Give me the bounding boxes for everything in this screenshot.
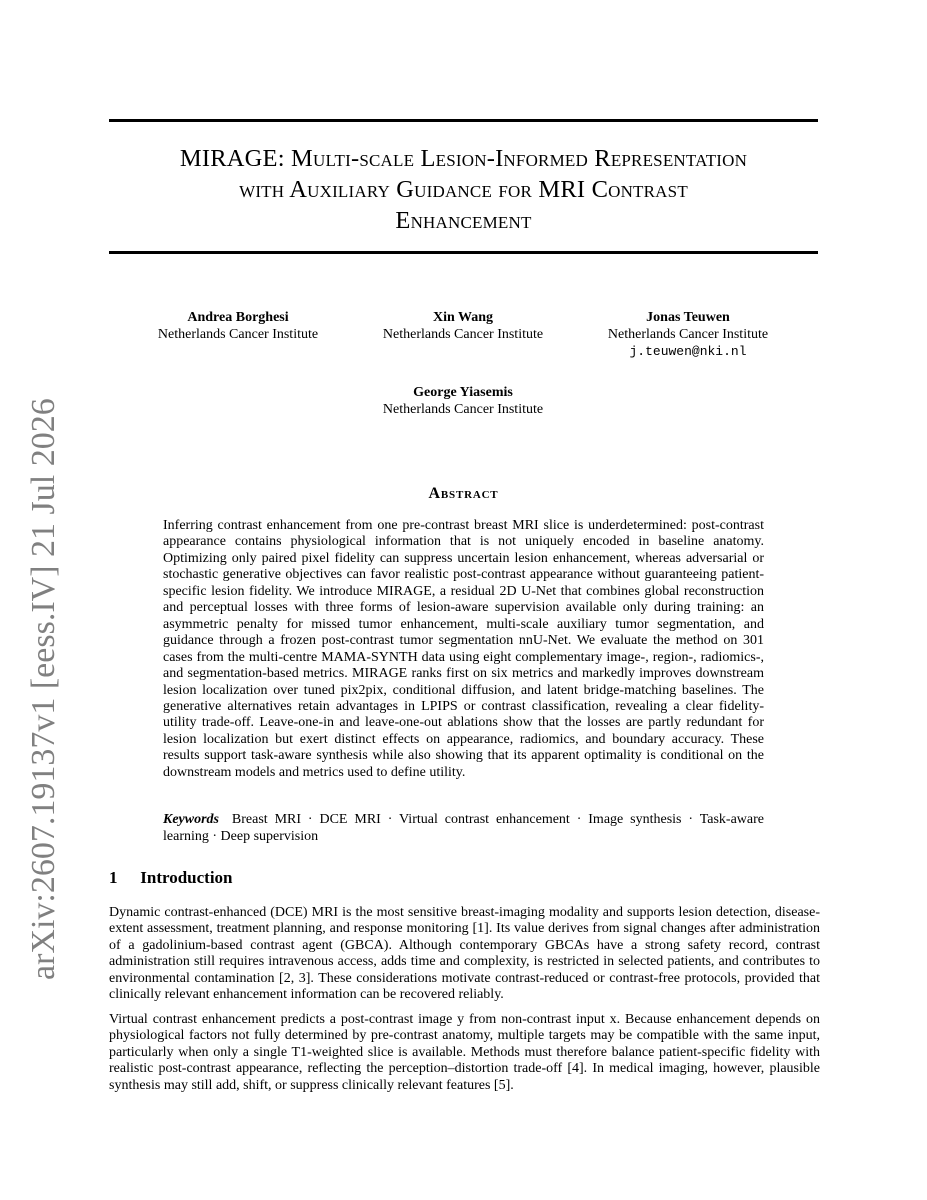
keywords <box>163 811 764 845</box>
title-line-2: with Auxiliary Guidance for MRI Contrast <box>239 176 688 203</box>
abstract-heading: Abstract <box>428 485 499 502</box>
paper-title <box>109 143 818 236</box>
author-email[interactable]: j.teuwen@nki.nl <box>629 344 747 359</box>
author-block <box>118 309 358 343</box>
author-block <box>343 309 583 343</box>
section-number: 1 <box>109 868 118 887</box>
section-title: Introduction <box>140 868 233 887</box>
body-paragraph: Virtual contrast enhancement predicts a post-contrast image y from non-contrast input x. Because enhancement depends on physiological factors not fully determined by pre-contrast anatomy, multiple targets may be compatible with the same input, particularly when only a single T1-weighted slice is available. Methods must therefore balance patient-specific fidelity with realistic post-contrast appearance, reflecting the perception–distortion trade-off [4]. In medical imaging, however, plausible synthesis may still add, shift, or suppress clinically relevant features [5]. <box>109 1012 820 1093</box>
author-name: Jonas Teuwen <box>646 310 730 325</box>
author-name: Xin Wang <box>432 310 494 325</box>
author-affiliation: Netherlands Cancer Institute <box>382 327 544 342</box>
author-name: George Yiasemis <box>413 385 513 400</box>
title-line-3: Enhancement <box>395 207 532 234</box>
author-block <box>568 309 808 360</box>
keywords-label: Keywords <box>163 812 219 827</box>
abstract-text: Inferring contrast enhancement from one pre-contrast breast MRI slice is underdetermined: post-contrast appearance contains physiological information that is not uniquely encoded in baseline anatomy. Optimizing only paired pixel fidelity can suppress uncertain lesion enhancement, whereas adversarial or stochastic generative objectives can favor realistic post-contrast appearance without guaranteeing patient-specific lesion fidelity. We introduce MIRAGE, a residual 2D U-Net that combines global reconstruction and perceptual losses with three forms of lesion-aware supervision available only during training: an asymmetric penalty for missed tumor enhancement, multi-scale auxiliary tumor segmentation, and guidance through a frozen post-contrast tumor segmentation nnU-Net. We evaluate the method on 301 cases from the multi-centre MAMA-SYNTH data using eight complementary image-, region-, radiomics-, and segmentation-based metrics. MIRAGE ranks first on six metrics and markedly improves downstream lesion localization over tuned pix2pix, conditional diffusion, and latent bridge-matching baselines. The generative alternatives retain advantages in LPIPS or contrast classification, revealing a clear fidelity-utility trade-off. Leave-one-in and leave-one-out ablations show that the losses are partly redundant for lesion localization but exert distinct effects on appearance, radiomics, and boundary accuracy. These results support task-aware synthesis while also showing that its apparent optimality is conditional on the downstream models and metrics used to define utility. <box>163 518 764 780</box>
author-affiliation: Netherlands Cancer Institute <box>157 327 319 342</box>
title-rule-bottom <box>109 251 818 254</box>
title-rule-top <box>109 119 818 122</box>
author-block <box>343 384 583 418</box>
keywords-text: Breast MRI · DCE MRI · Virtual contrast enhancement · Image synthesis · Task-aware learning · Deep supervision <box>163 812 765 844</box>
title-line-1: MIRAGE: Multi-scale Lesion-Informed Representation <box>179 145 748 172</box>
body-paragraph: Dynamic contrast-enhanced (DCE) MRI is the most sensitive breast-imaging modality and supports lesion detection, disease-extent assessment, treatment planning, and response monitoring [1]. Its value derives from signal changes after administration of a gadolinium-based contrast agent (GBCA). Although contemporary GBCAs have a strong safety record, contrast administration still requires intravenous access, adds time and complexity, is restricted in selected patients, and contributes to environmental contamination [2, 3]. These considerations motivate contrast-reduced or contrast-free protocols, provided that clinically relevant enhancement information can be recovered reliably. <box>109 905 820 1003</box>
section-heading <box>109 868 233 888</box>
author-affiliation: Netherlands Cancer Institute <box>607 327 769 342</box>
author-affiliation: Netherlands Cancer Institute <box>382 402 544 417</box>
arxiv-identifier: arXiv:2607.19137v1 [eess.IV] 21 Jul 2026 <box>25 398 62 980</box>
author-name: Andrea Borghesi <box>187 310 289 325</box>
